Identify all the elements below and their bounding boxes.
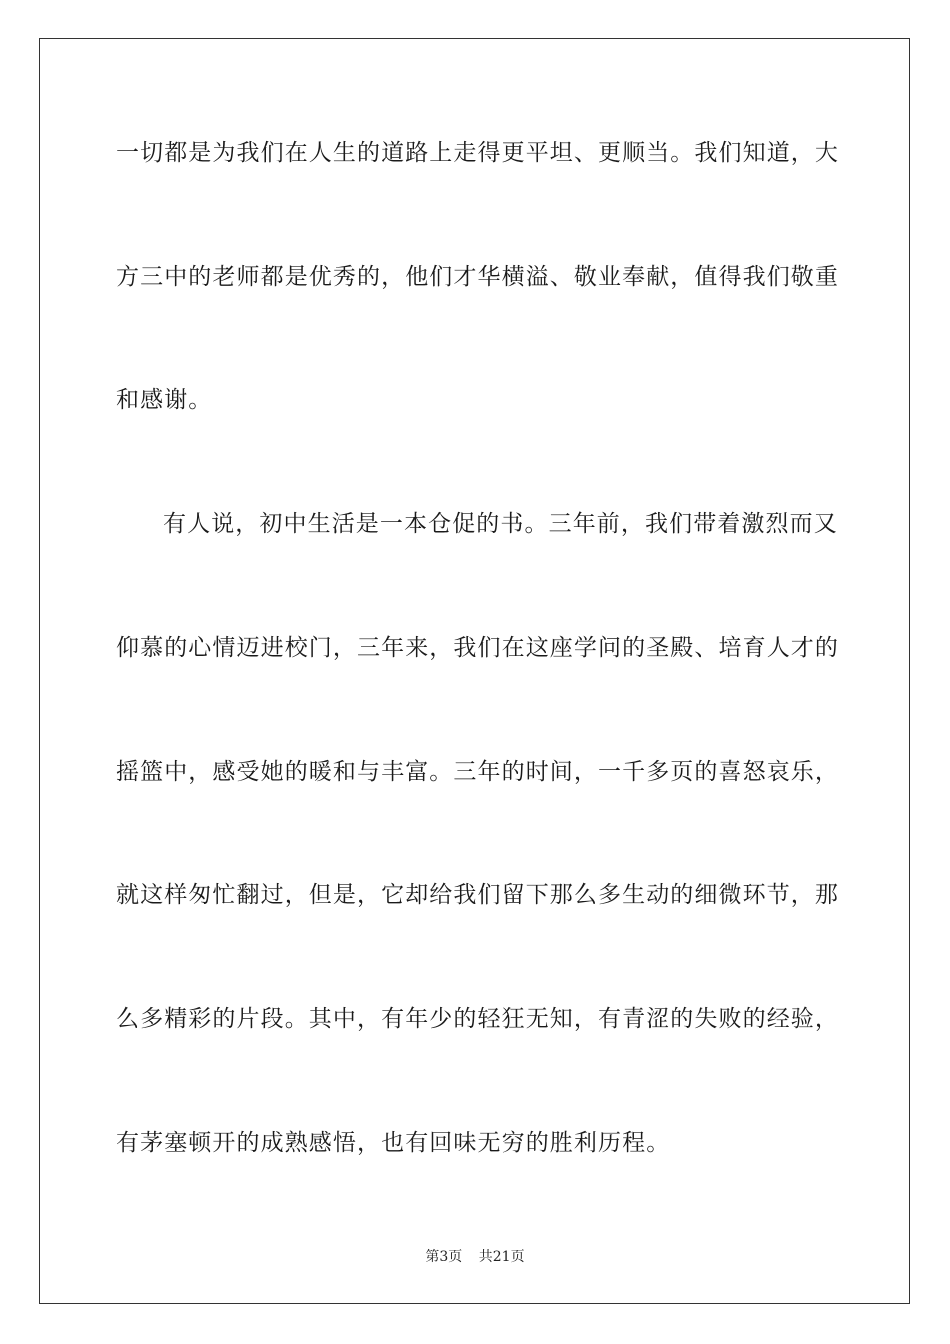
paragraph-first-line: 有人说，初中生活是一本仓促的书。三年前，我们带着激烈而又	[163, 511, 838, 537]
text-line: 一切都是为我们在人生的道路上走得更平坦、更顺当。我们知道，大	[116, 140, 839, 166]
page-footer	[0, 1248, 950, 1266]
text-line: 就这样匆忙翻过，但是，它却给我们留下那么多生动的细微环节，那	[116, 882, 839, 908]
text-line: 和感谢。	[116, 387, 213, 413]
text-line: 摇篮中，感受她的暖和与丰富。三年的时间，一千多页的喜怒哀乐，	[116, 759, 839, 785]
text-line: 仰慕的心情迈进校门，三年来，我们在这座学问的圣殿、培育人才的	[116, 635, 839, 661]
page-border	[39, 38, 910, 1304]
text-line: 有茅塞顿开的成熟感悟，也有回味无穷的胜利历程。	[116, 1130, 671, 1156]
text-line: 么多精彩的片段。其中，有年少的轻狂无知，有青涩的失败的经验，	[116, 1006, 839, 1032]
page-number-current: 第3页	[425, 1249, 463, 1265]
page-number-total: 共21页	[478, 1249, 525, 1265]
text-line: 方三中的老师都是优秀的，他们才华横溢、敬业奉献，值得我们敬重	[116, 264, 839, 290]
